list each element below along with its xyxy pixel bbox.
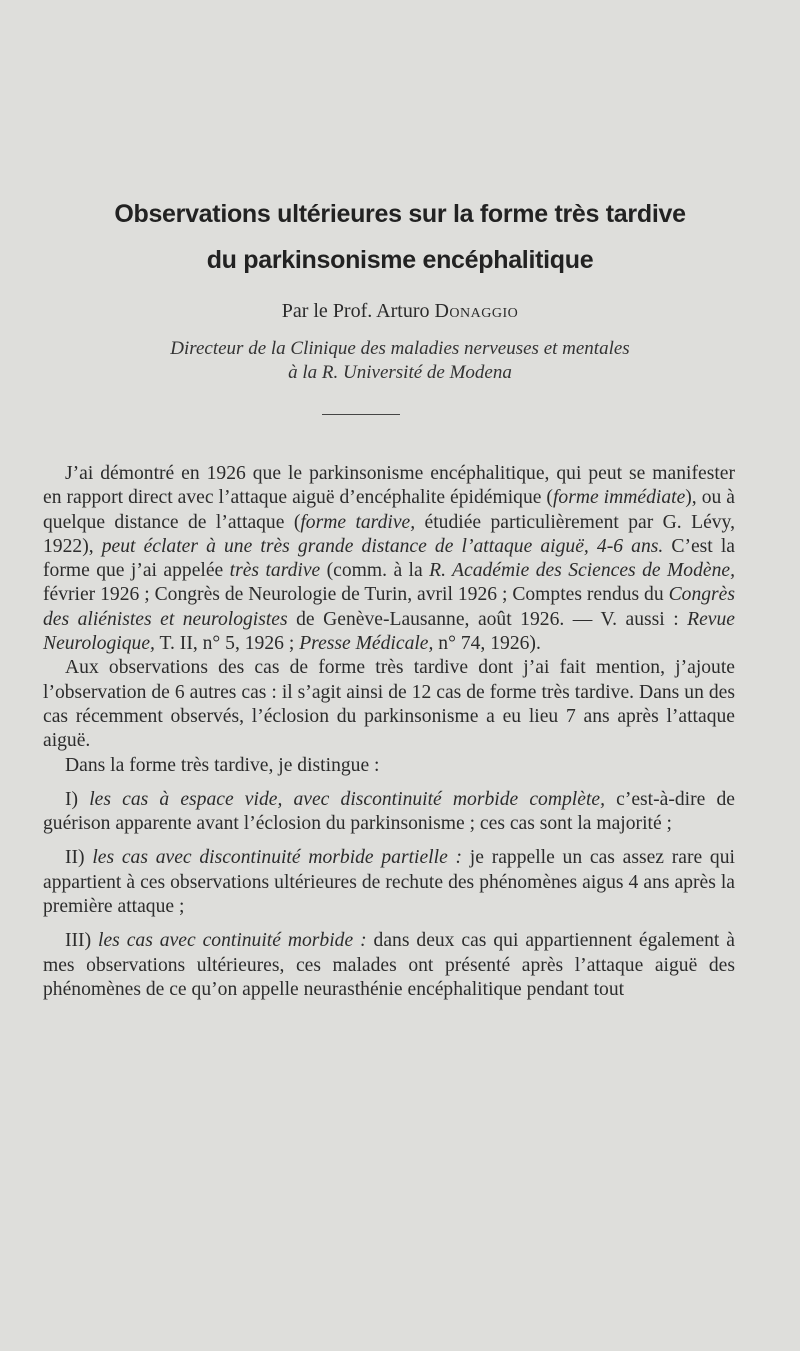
text-run: III) xyxy=(65,930,99,952)
author-surname: Donaggio xyxy=(434,300,519,322)
paragraph xyxy=(43,462,735,656)
italic-text-run: Revue Neurologique, xyxy=(43,608,735,655)
list-paragraph-1 xyxy=(43,788,735,837)
affiliation-line-1: Directeur de la Clinique des maladies nerveuses et mentales xyxy=(170,338,630,359)
italic-text-run: peut éclater à une très grande distance de l’attaque aiguë, 4-6 ans. xyxy=(101,535,664,557)
paragraph xyxy=(43,754,735,778)
text-run: étudiée particulièrement par G. Lévy, 1922), xyxy=(43,511,735,557)
text-run: II) xyxy=(65,847,93,869)
italic-text-run: R. Académie des Sciences de Modène, xyxy=(429,560,735,582)
text-run: I) xyxy=(65,788,90,810)
article-title-line-1: Observations ultérieures sur la forme très tardive xyxy=(114,200,686,228)
text-run: je rappelle un cas assez rare qui appartient à ces observations ultérieures de rechute des phénomènes aigus 4 ans après la première attaque ; xyxy=(43,847,735,918)
italic-text-run: forme immédiate xyxy=(552,487,686,509)
text-run: n° 74, 1926). xyxy=(433,633,541,655)
text-run: Aux observations des cas de forme très tardive dont j’ai fait mention, j’ajoute l’observation de 6 autres cas : il s’agit ainsi de 12 cas de forme très tardive. Dans un des cas récemment observés, l’éclosion du parkinsonisme a eu lieu 7 ans après l’attaque aiguë. xyxy=(43,657,735,752)
italic-text-run: forme tardive, xyxy=(300,511,416,533)
article-title-line-2: du parkinsonisme encéphalitique xyxy=(206,246,594,274)
text-run: C’est la forme que j’ai appelée xyxy=(43,535,736,582)
text-run: dans deux cas qui appartiennent également à mes observations ultérieures, ces malades ont présenté après l’attaque aiguë des phénomènes de ce qu’on appelle neurasthénie encéphalitique pendant tout xyxy=(43,930,735,1000)
italic-text-run: Presse Médicale, xyxy=(299,633,434,655)
text-run: ), ou à quelque distance de l’attaque ( xyxy=(43,487,735,533)
author-prefix: Par le Prof. Arturo xyxy=(281,300,435,322)
article-body xyxy=(43,462,735,1002)
italic-text-run: les cas avec discontinuité morbide partielle : xyxy=(92,847,463,869)
affiliation-line-2: à la R. Université de Modena xyxy=(288,362,512,383)
text-run: de Genève-Lausanne, août 1926. — V. aussi : xyxy=(287,608,688,630)
text-run: J’ai démontré en 1926 que le parkinsonisme encéphalitique, qui peut se manifester en rapport direct avec l’attaque aiguë d’encéphalite épidémique ( xyxy=(43,463,735,509)
list-paragraph-2 xyxy=(43,846,735,919)
text-run: Dans la forme très tardive, je distingue : xyxy=(65,754,380,776)
text-run: (comm. à la xyxy=(320,560,430,582)
text-run: c’est-à-dire de guérison apparente avant l’éclosion du parkinsonisme ; ces cas sont la majorité ; xyxy=(43,788,735,835)
list-paragraph-3 xyxy=(43,929,735,1002)
paragraph xyxy=(43,656,735,753)
author-line xyxy=(0,300,800,323)
italic-text-run: les cas à espace vide, avec discontinuité morbide complète, xyxy=(89,788,605,810)
italic-text-run: les cas avec continuité morbide : xyxy=(98,930,367,952)
text-run: février 1926 ; Congrès de Neurologie de Turin, avril 1926 ; Comptes rendus du xyxy=(43,584,669,606)
text-run: T. II, n° 5, 1926 ; xyxy=(154,633,300,655)
italic-text-run: très tardive xyxy=(229,560,321,582)
separator-rule xyxy=(322,414,400,415)
italic-text-run: Congrès des aliénistes et neurologistes xyxy=(43,584,735,630)
